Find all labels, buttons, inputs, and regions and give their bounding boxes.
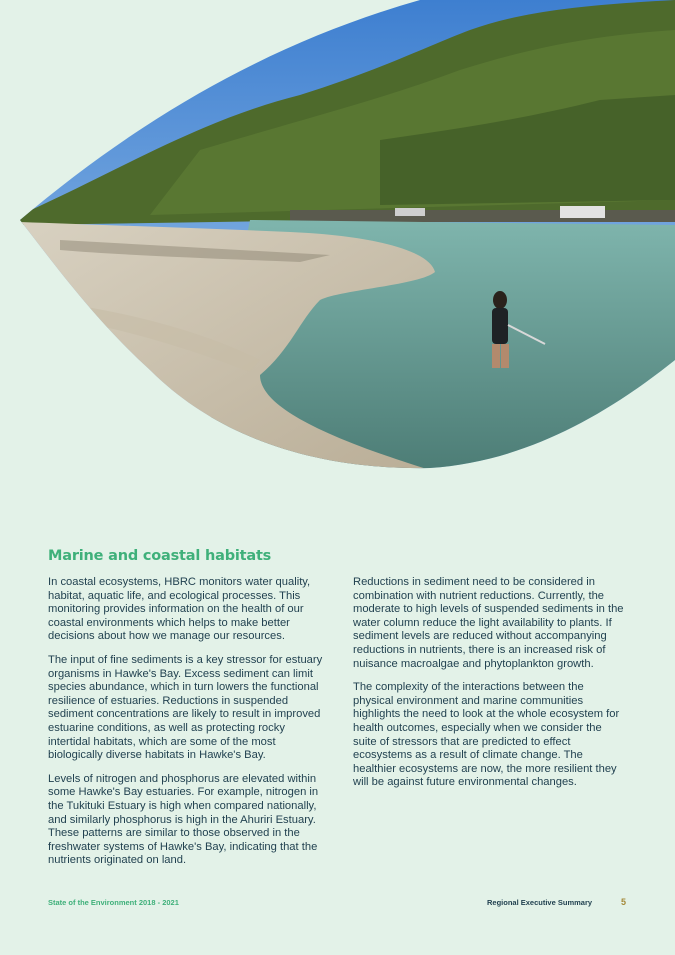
footer-document-title: Regional Executive Summary xyxy=(487,898,593,907)
right-column xyxy=(353,576,625,800)
paragraph: The complexity of the interactions between the physical environment and marine communities highlights the need to look at the whole ecosystem for health outcomes, especially when we consider the suite of stressors that are predicted to effect ecosystems as a result of climate change. The healthier ecosystems are now, the more resilient they will be against future environmental changes. xyxy=(353,681,620,789)
left-column xyxy=(48,576,326,878)
paragraph: Levels of nitrogen and phosphorus are elevated within some Hawke's Bay estuaries. For example, nitrogen in the Tukituki Estuary is high when compared nationally, and similarly phosphorus is high in the Ahuriri Estuary. These patterns are similar to those observed in the freshwater systems of Hawke's Bay, indicating that the nutrients originated on land. xyxy=(48,772,319,867)
page-number: 5 xyxy=(621,897,627,907)
paragraph: The input of fine sediments is a key stressor for estuary organisms in Hawke's Bay. Excess sediment can limit species abundance, which in turn lowers the functional resilience of estuaries. Reductions in suspended sediment concentrations are likely to result in improved estuarine conditions, as well as protecting rocky intertidal habitats, which are some of the most biologically diverse habitats in Hawke's Bay. xyxy=(48,653,323,762)
section-title: Marine and coastal habitats xyxy=(48,548,272,564)
footer-publication-title: State of the Environment 2018 - 2021 xyxy=(48,898,179,907)
paragraph: Reductions in sediment need to be considered in combination with nutrient reductions. Currently, the moderate to high levels of suspended sediments in the water column reduce the light availability to plants. If sediment levels are reduced without accompanying reductions in nutrients, there is an increased risk of nuisance macroalgae and phytoplankton growth. xyxy=(353,576,624,670)
paragraph: In coastal ecosystems, HBRC monitors water quality, habitat, aquatic life, and ecological processes. This monitoring provides information on the health of our coastal environments which helps to make better decisions about how we manage our resources. xyxy=(48,576,311,643)
